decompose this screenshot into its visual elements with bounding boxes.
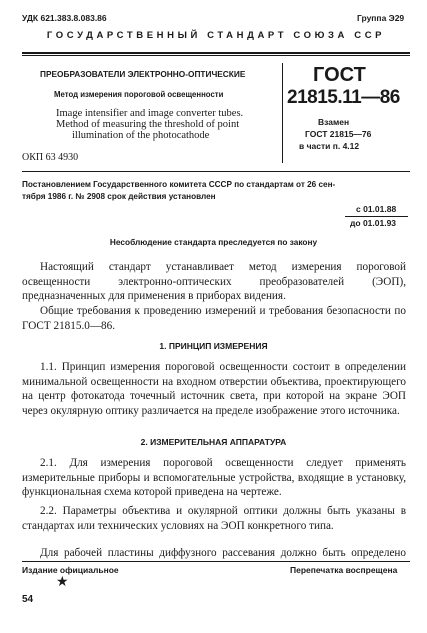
standard-banner: ГОСУДАРСТВЕННЫЙ СТАНДАРТ СОЮЗА ССР bbox=[46, 30, 386, 41]
validity-to: до 01.01.93 bbox=[350, 218, 397, 228]
legal-warning: Несоблюдение стандарта преследуется по закону bbox=[109, 237, 318, 247]
validity-rule bbox=[345, 216, 408, 217]
section2-heading: 2. ИЗМЕРИТЕЛЬНАЯ АППАРАТУРА bbox=[140, 437, 287, 447]
general-requirements-paragraph: Общие требования к проведению измерений и требования безопасности по ГОСТ 21815.0—86. bbox=[22, 305, 406, 332]
reprint-prohibited-label: Перепечатка воспрещена bbox=[290, 565, 398, 575]
decree-line1: Постановлением Государственного комитета СССР по стандартам от 26 сен- bbox=[22, 180, 336, 189]
validity-from: с 01.01.88 bbox=[356, 204, 397, 214]
english-title-line1: Image intensifier and image converter tubes. bbox=[56, 108, 244, 119]
footer-rule bbox=[22, 561, 410, 562]
english-title-line2: Method of measuring the threshold of point bbox=[56, 119, 240, 130]
title-divider bbox=[282, 63, 283, 163]
page-number: 54 bbox=[22, 594, 34, 605]
english-title-line3: illumination of the photocathode bbox=[72, 130, 210, 141]
star-mark: ★ bbox=[56, 575, 69, 590]
decree-rule-top bbox=[22, 171, 410, 172]
udk-code: УДК 621.383.8.083.86 bbox=[22, 13, 107, 23]
decree-line2: тября 1986 г. № 2908 срок действия установлен bbox=[22, 192, 216, 201]
replaces-standard: ГОСТ 21815—76 bbox=[305, 129, 372, 139]
banner-rule-bottom bbox=[22, 55, 410, 56]
section2-paragraph2: 2.2. Параметры объектива и окулярной оптики должны быть указаны в стандартах или технических условиях на ЭОП конкретного типа. bbox=[22, 505, 406, 532]
official-edition-label: Издание официальное bbox=[22, 565, 119, 575]
gost-label: ГОСТ bbox=[313, 64, 366, 86]
section1-heading: 1. ПРИНЦИП ИЗМЕРЕНИЯ bbox=[159, 341, 268, 351]
intro-paragraph: Настоящий стандарт устанавливает метод измерения пороговой освещенности электронно-оптических преобразователей (ЭОП), предназначенных для применения в приборах видения. bbox=[22, 261, 406, 302]
document-title: ПРЕОБРАЗОВАТЕЛИ ЭЛЕКТРОННО-ОПТИЧЕСКИЕ bbox=[40, 69, 246, 79]
section1-paragraph: 1.1. Принцип измерения пороговой освещенности состоит в определении минимальной освещенности на входном отверстии объектива, проектирующего на центр фотокатода точечный источник света, при которой на экране ЭОП через окулярную оптику различается на пределе изображение этого источника. bbox=[22, 361, 406, 417]
okp-code: ОКП 63 4930 bbox=[22, 152, 79, 163]
section2-paragraph1: 2.1. Для измерения пороговой освещенности следует применять измерительные приборы и вспомогательные устройства, входящие в установку, функциональная схема которой приведена на чертеже. bbox=[22, 457, 406, 498]
group-code: Группа Э29 bbox=[357, 13, 405, 23]
gost-number: 21815.11—86 bbox=[287, 87, 400, 108]
banner-rule-top bbox=[22, 52, 410, 54]
replaces-clause: в части п. 4.12 bbox=[299, 141, 360, 151]
replaces-label: Взамен bbox=[318, 117, 350, 127]
section2-paragraph3: Для рабочей пластины диффузного рассевания должно быть определено bbox=[40, 547, 406, 559]
document-subtitle: Метод измерения пороговой освещенности bbox=[54, 90, 224, 99]
